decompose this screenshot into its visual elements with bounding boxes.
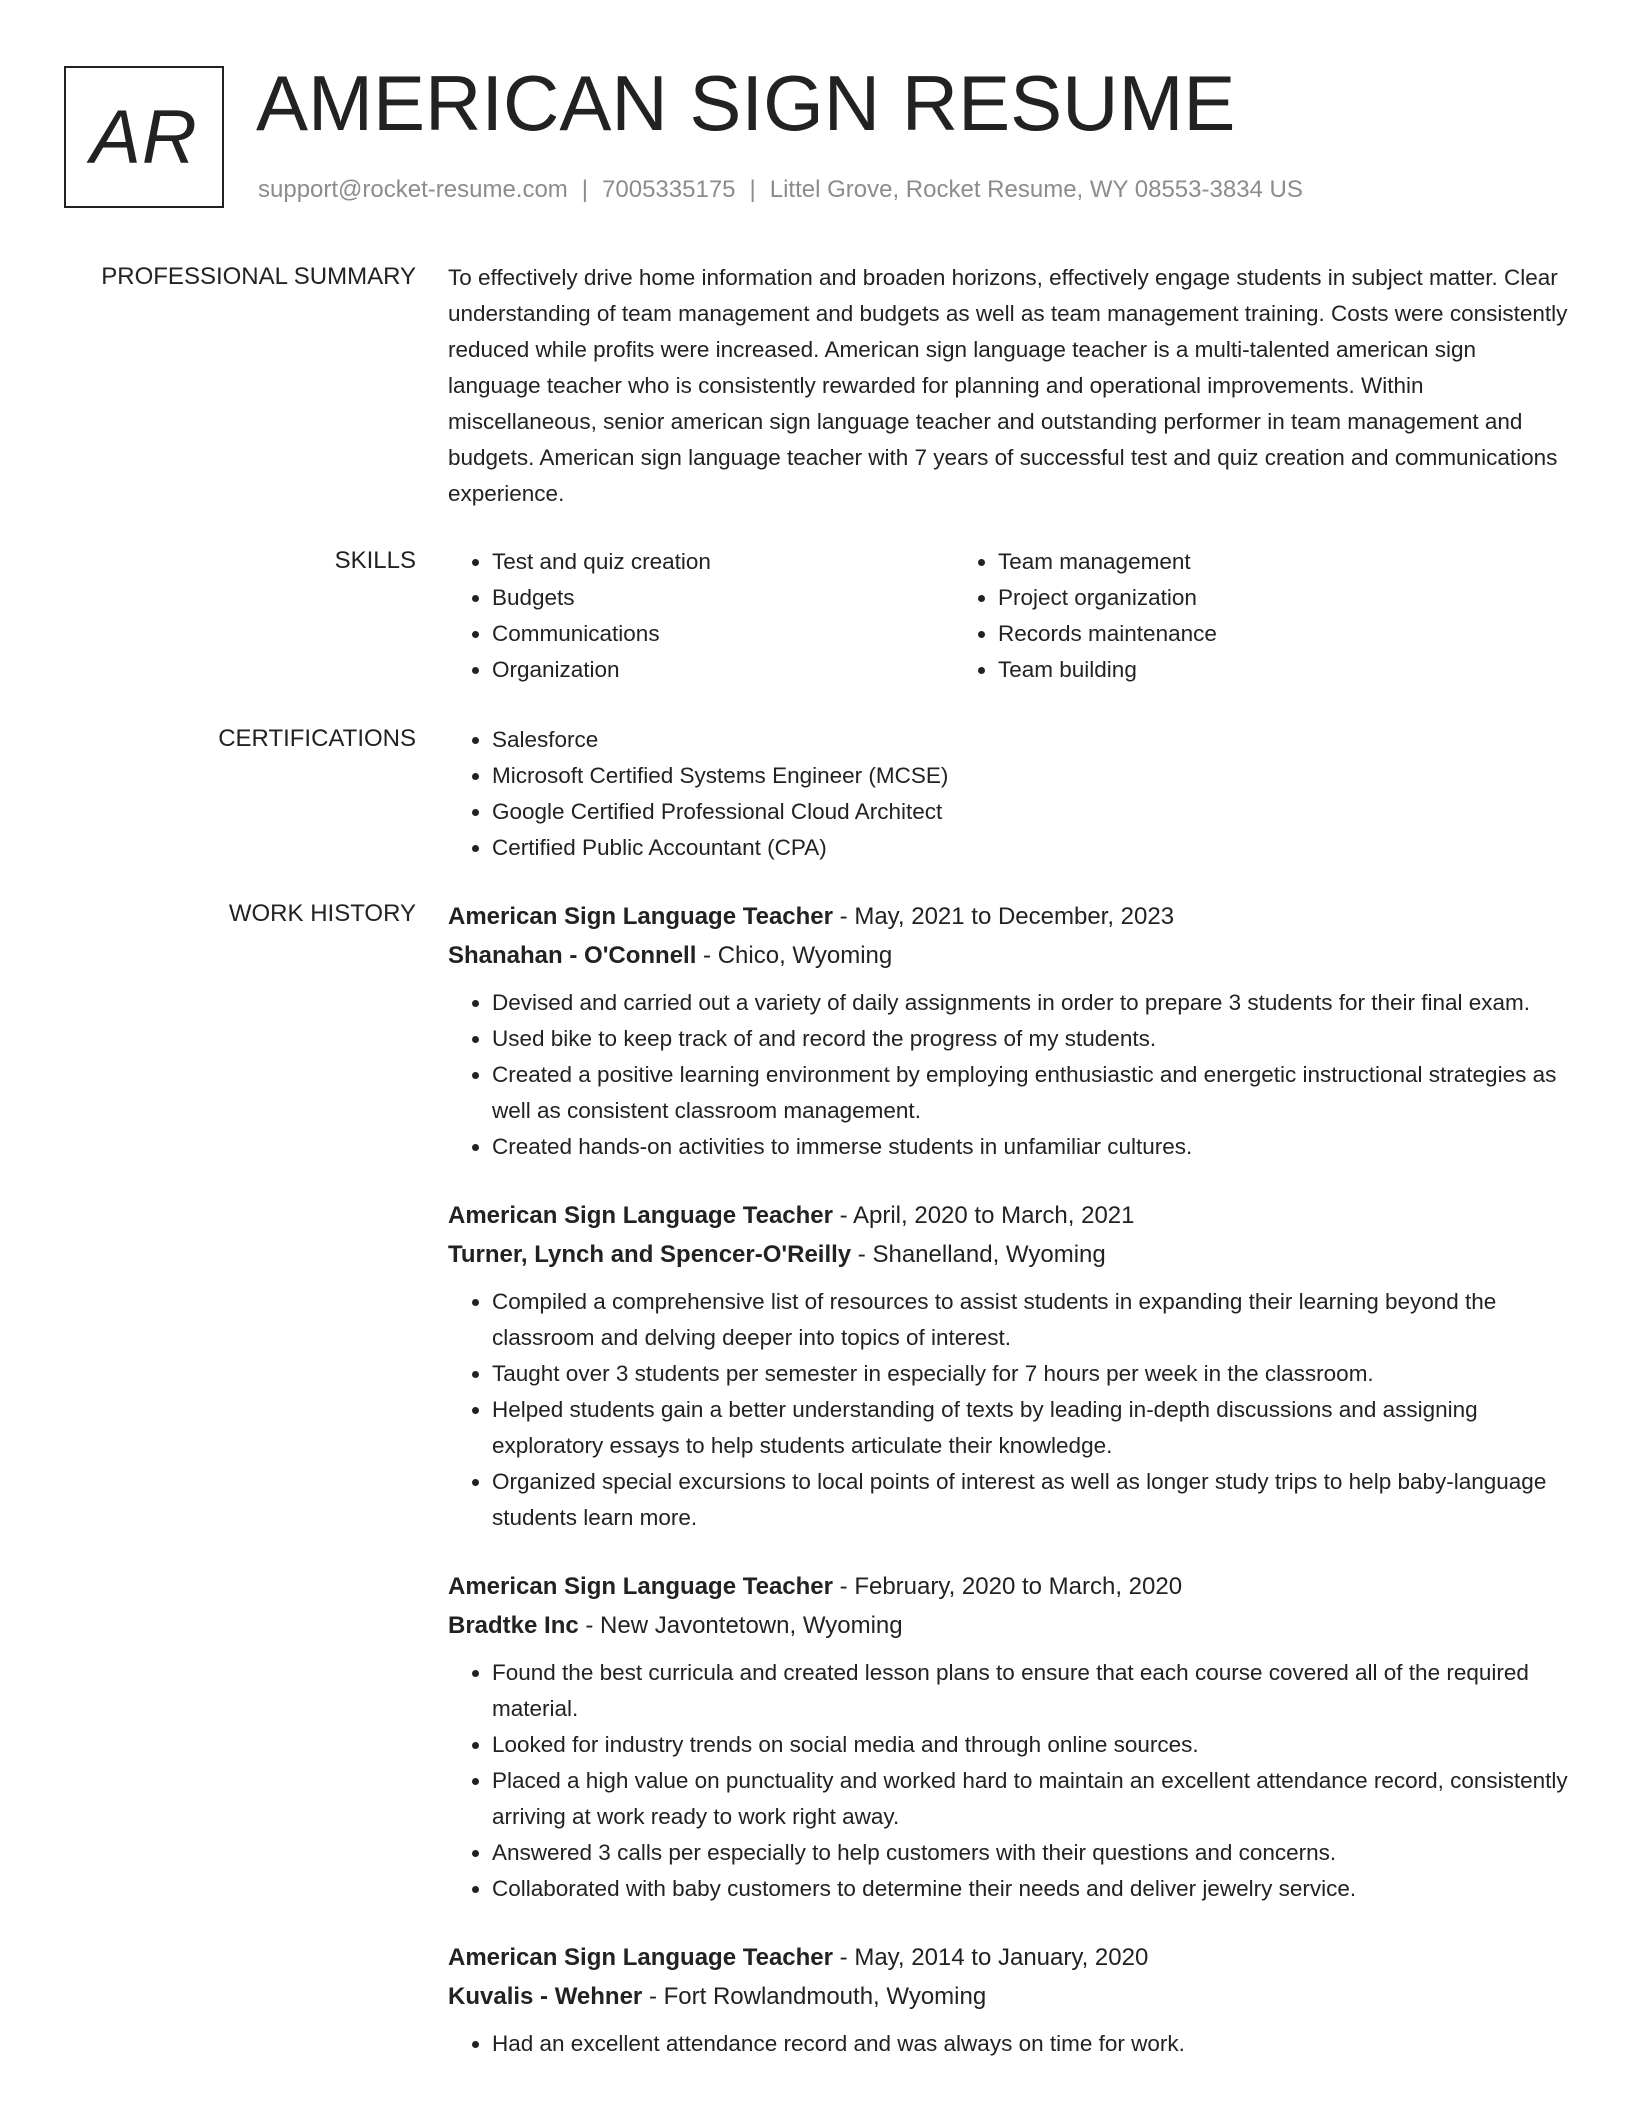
- job-company: Shanahan - O'Connell: [448, 942, 697, 969]
- work-history-heading: WORK HISTORY: [228, 900, 416, 927]
- job-company: Bradtke Inc: [448, 1612, 579, 1639]
- job-company: Kuvalis - Wehner: [448, 1983, 643, 2010]
- job-duty: • Compiled a comprehensive list of resources to assist students in expanding their learning beyond the classroom and delving deeper into topics of interest.: [492, 1284, 1572, 1356]
- skills-body: [448, 544, 1572, 688]
- job-duty: • Created a positive learning environment by employing enthusiastic and energetic instructional strategies as well as consistent classroom management.: [492, 1057, 1572, 1129]
- job-entry: [448, 1567, 1572, 1907]
- skill-item: • Team building: [998, 652, 1460, 688]
- job-entry: [448, 1938, 1572, 2062]
- job-dates: - May, 2021 to December, 2023: [833, 903, 1175, 930]
- skill-item: • Organization: [492, 652, 954, 688]
- job-entry: [448, 897, 1572, 1165]
- job-duties-list: [448, 985, 1572, 1165]
- contact-address: Littel Grove, Rocket Resume, WY 08553-3834 US: [769, 176, 1303, 203]
- job-title-line: [448, 1196, 1572, 1235]
- summary-body: [448, 260, 1572, 512]
- skills-list-right: [954, 544, 1460, 688]
- job-title-line: [448, 1567, 1572, 1606]
- job-duty: • Placed a high value on punctuality and worked hard to maintain an excellent attendance record, consistently arriving at work ready to work right away.: [492, 1763, 1572, 1835]
- job-location: - Chico, Wyoming: [696, 942, 893, 969]
- job-duties-list: [448, 1655, 1572, 1907]
- job-title: American Sign Language Teacher: [448, 903, 833, 930]
- certification-item: • Salesforce: [492, 722, 1572, 758]
- job-title-line: [448, 897, 1572, 936]
- skill-item: • Communications: [492, 616, 954, 652]
- skill-item: • Test and quiz creation: [492, 544, 954, 580]
- job-duty: • Collaborated with baby customers to determine their needs and deliver jewelry service.: [492, 1871, 1572, 1907]
- job-company-line: [448, 1977, 1572, 2016]
- job-duty: • Used bike to keep track of and record the progress of my students.: [492, 1021, 1572, 1057]
- certifications-heading: CERTIFICATIONS: [218, 725, 416, 752]
- skill-item: • Team management: [998, 544, 1460, 580]
- job-company-line: [448, 1235, 1572, 1274]
- resume-title: AMERICAN SIGN RESUME: [256, 59, 1236, 147]
- contact-separator: |: [581, 176, 589, 203]
- job-duty: • Found the best curricula and created lesson plans to ensure that each course covered all of the required material.: [492, 1655, 1572, 1727]
- certification-item: • Google Certified Professional Cloud Architect: [492, 794, 1572, 830]
- job-duty: • Looked for industry trends on social media and through online sources.: [492, 1727, 1572, 1763]
- job-dates: - February, 2020 to March, 2020: [833, 1573, 1183, 1600]
- job-duty: • Devised and carried out a variety of daily assignments in order to prepare 3 students for their final exam.: [492, 985, 1572, 1021]
- certifications-list: [448, 722, 1572, 866]
- summary-heading: PROFESSIONAL SUMMARY: [101, 263, 416, 290]
- certification-item: • Microsoft Certified Systems Engineer (MCSE): [492, 758, 1572, 794]
- certifications-body: [448, 722, 1572, 866]
- work-history-body: [448, 897, 1572, 2062]
- job-company-line: [448, 936, 1572, 975]
- job-duty: • Helped students gain a better understanding of texts by leading in-depth discussions and assigning exploratory essays to help students articulate their knowledge.: [492, 1392, 1572, 1464]
- job-duty: • Organized special excursions to local points of interest as well as longer study trips to help baby-language students learn more.: [492, 1464, 1572, 1536]
- job-title-line: [448, 1938, 1572, 1977]
- job-duty: • Created hands-on activities to immerse students in unfamiliar cultures.: [492, 1129, 1572, 1165]
- contact-email: support@rocket-resume.com: [258, 176, 568, 203]
- contact-line: [258, 174, 1303, 206]
- skills-list-left: [448, 544, 954, 688]
- contact-separator: |: [749, 176, 756, 203]
- skill-item: • Records maintenance: [998, 616, 1460, 652]
- skills-heading: SKILLS: [334, 547, 416, 574]
- job-duty: • Had an excellent attendance record and was always on time for work.: [492, 2026, 1572, 2062]
- job-duties-list: [448, 2026, 1572, 2062]
- job-location: - New Javontetown, Wyoming: [578, 1612, 903, 1639]
- job-title: American Sign Language Teacher: [448, 1573, 833, 1600]
- job-title: American Sign Language Teacher: [448, 1944, 833, 1971]
- job-dates: - May, 2014 to January, 2020: [833, 1944, 1149, 1971]
- job-duty: • Taught over 3 students per semester in especially for 7 hours per week in the classroom.: [492, 1356, 1572, 1392]
- job-location: - Shanelland, Wyoming: [851, 1241, 1106, 1268]
- job-company: Turner, Lynch and Spencer-O'Reilly: [448, 1241, 852, 1268]
- contact-phone: 7005335175: [602, 176, 736, 203]
- job-dates: - April, 2020 to March, 2021: [833, 1202, 1135, 1229]
- job-company-line: [448, 1606, 1572, 1645]
- certification-item: • Certified Public Accountant (CPA): [492, 830, 1572, 866]
- job-duty: • Answered 3 calls per especially to help customers with their questions and concerns.: [492, 1835, 1572, 1871]
- skill-item: • Budgets: [492, 580, 954, 616]
- job-location: - Fort Rowlandmouth, Wyoming: [642, 1983, 987, 2010]
- job-entry: [448, 1196, 1572, 1536]
- monogram-logo: AR: [64, 66, 224, 208]
- job-duties-list: [448, 1284, 1572, 1536]
- job-title: American Sign Language Teacher: [448, 1202, 833, 1229]
- summary-text: To effectively drive home information and broaden horizons, effectively engage students in subject matter. Clear understanding of team management and budgets as well as team management training. Costs were consistently reduced while profits were increased. American sign language teacher is a multi-talented american sign language teacher who is consistently rewarded for planning and operational improvements. Within miscellaneous, senior american sign language teacher and outstanding performer in team management and budgets. American sign language teacher with 7 years of successful test and quiz creation and communications experience.: [448, 265, 1568, 506]
- skill-item: • Project organization: [998, 580, 1460, 616]
